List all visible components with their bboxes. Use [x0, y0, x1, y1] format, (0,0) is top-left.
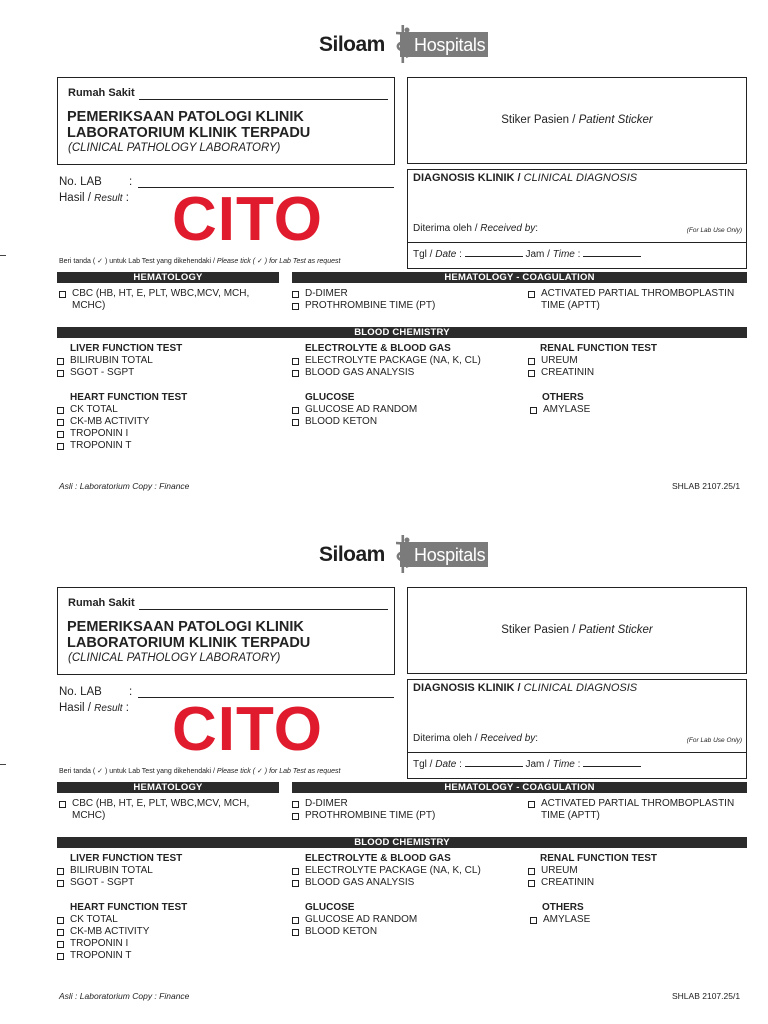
glucose-title: GLUCOSE — [305, 902, 355, 913]
checkbox[interactable] — [57, 370, 64, 377]
rumah-sakit-label: Rumah Sakit — [68, 87, 135, 99]
siloam-hospitals-logo — [318, 534, 488, 574]
test-item-ureum[interactable]: UREUM — [528, 355, 578, 367]
checkbox[interactable] — [57, 953, 64, 960]
checkbox[interactable] — [292, 407, 299, 414]
siloam-hospitals-logo — [318, 24, 488, 64]
form-title-line2: LABORATORIUM KLINIK TERPADU — [67, 125, 311, 141]
test-item-blood-keton[interactable]: BLOOD KETON — [292, 926, 377, 938]
checkbox[interactable] — [292, 291, 299, 298]
checkbox[interactable] — [59, 801, 66, 808]
checkbox[interactable] — [59, 291, 66, 298]
patient-sticker-label: Stiker Pasien / Patient Sticker — [501, 624, 653, 636]
checkbox[interactable] — [292, 880, 299, 887]
form-title-line2: LABORATORIUM KLINIK TERPADU — [67, 635, 311, 651]
logo-hospitals-text: Hospitals — [414, 545, 486, 565]
rumah-sakit-label: Rumah Sakit — [68, 597, 135, 609]
date-field[interactable] — [465, 248, 523, 257]
test-item-blood-gas[interactable]: BLOOD GAS ANALYSIS — [292, 877, 414, 889]
fold-mark — [0, 255, 6, 256]
clinical-diagnosis-box — [407, 679, 747, 779]
test-item-ck-total[interactable]: CK TOTAL — [57, 914, 118, 926]
form-subtitle: (CLINICAL PATHOLOGY LABORATORY) — [68, 652, 281, 664]
checkbox[interactable] — [528, 358, 535, 365]
checkbox[interactable] — [57, 868, 64, 875]
form-code: SHLAB 2107.25/1 — [672, 481, 741, 491]
test-item-ddimer[interactable]: D-DIMER — [292, 288, 348, 300]
checkbox[interactable] — [57, 929, 64, 936]
caduceus-icon — [392, 534, 414, 574]
patient-sticker-label: Stiker Pasien / Patient Sticker — [501, 114, 653, 126]
test-item-amylase[interactable]: AMYLASE — [530, 914, 590, 926]
coagulation-header: HEMATOLOGY - COAGULATION — [292, 272, 747, 283]
received-by-label: Diterima oleh / Received by: — [413, 733, 539, 744]
checkbox[interactable] — [57, 419, 64, 426]
fold-mark — [0, 764, 6, 765]
test-item-glucose-random[interactable]: GLUCOSE AD RANDOM — [292, 914, 417, 926]
blood-chemistry-header: BLOOD CHEMISTRY — [57, 837, 747, 848]
checkbox[interactable] — [292, 370, 299, 377]
checkbox[interactable] — [528, 868, 535, 875]
test-item-bilirubin[interactable]: BILIRUBIN TOTAL — [57, 865, 153, 877]
checkbox[interactable] — [528, 370, 535, 377]
divider — [408, 242, 746, 243]
renal-function-title: RENAL FUNCTION TEST — [540, 853, 658, 864]
form-subtitle: (CLINICAL PATHOLOGY LABORATORY) — [68, 142, 281, 154]
test-item-amylase[interactable]: AMYLASE — [530, 404, 590, 416]
test-item-bilirubin[interactable]: BILIRUBIN TOTAL — [57, 355, 153, 367]
no-lab-label: No. LAB — [59, 686, 102, 698]
test-item-electrolyte[interactable]: ELECTROLYTE PACKAGE (NA, K, CL) — [292, 355, 481, 367]
rumah-sakit-field[interactable] — [139, 99, 388, 100]
others-title: OTHERS — [542, 392, 584, 403]
test-item-blood-gas[interactable]: BLOOD GAS ANALYSIS — [292, 367, 414, 379]
clinical-diagnosis-title: DIAGNOSIS KLINIK / CLINICAL DIAGNOSIS — [413, 682, 638, 694]
test-item-cbc[interactable]: CBC (HB, HT, E, PLT, WBC,MCV, MCH, MCHC) — [59, 288, 249, 312]
test-item-ddimer[interactable]: D-DIMER — [292, 798, 348, 810]
no-lab-colon: : — [129, 176, 133, 188]
hospital-header-box — [57, 587, 395, 675]
patient-sticker-box[interactable] — [407, 77, 747, 164]
clinical-diagnosis-box — [407, 169, 747, 269]
copy-distribution-note: Asli : Laboratorium Copy : Finance — [59, 481, 190, 491]
lab-request-form-copy — [0, 510, 768, 1022]
checkbox[interactable] — [292, 917, 299, 924]
liver-function-title: LIVER FUNCTION TEST — [70, 853, 183, 864]
lab-use-only-note: (For Lab Use Only) — [686, 227, 742, 234]
cito-stamp: CITO — [172, 695, 323, 764]
test-item-blood-keton[interactable]: BLOOD KETON — [292, 416, 377, 428]
received-by-label: Diterima oleh / Received by: — [413, 223, 539, 234]
checkbox[interactable] — [292, 419, 299, 426]
heart-function-title: HEART FUNCTION TEST — [70, 392, 188, 403]
test-item-troponin-t[interactable]: TROPONIN T — [57, 440, 131, 452]
test-item-sgot-sgpt[interactable]: SGOT - SGPT — [57, 877, 134, 889]
electrolyte-title: ELECTROLYTE & BLOOD GAS — [305, 343, 451, 354]
test-item-ck-mb[interactable]: CK-MB ACTIVITY — [57, 416, 149, 428]
checkbox[interactable] — [57, 407, 64, 414]
renal-function-title: RENAL FUNCTION TEST — [540, 343, 658, 354]
time-field[interactable] — [583, 248, 641, 257]
checkbox[interactable] — [57, 880, 64, 887]
no-lab-label: No. LAB — [59, 176, 102, 188]
checkbox[interactable] — [292, 801, 299, 808]
rumah-sakit-field[interactable] — [139, 609, 388, 610]
liver-function-title: LIVER FUNCTION TEST — [70, 343, 183, 354]
test-item-pt[interactable]: PROTHROMBINE TIME (PT) — [292, 810, 435, 822]
hematology-header: HEMATOLOGY — [57, 782, 279, 793]
caduceus-icon — [392, 24, 414, 64]
checkbox[interactable] — [292, 868, 299, 875]
form-title-line1: PEMERIKSAAN PATOLOGI KLINIK — [67, 109, 304, 125]
checkbox[interactable] — [57, 917, 64, 924]
test-item-aptt[interactable]: ACTIVATED PARTIAL THROMBOPLASTIN TIME (APTT) — [528, 798, 734, 822]
patient-sticker-box[interactable] — [407, 587, 747, 674]
electrolyte-title: ELECTROLYTE & BLOOD GAS — [305, 853, 451, 864]
lab-use-only-note: (For Lab Use Only) — [686, 737, 742, 744]
others-title: OTHERS — [542, 902, 584, 913]
tick-instruction: Beri tanda ( ✓ ) untuk Lab Test yang dikehendaki / Please tick ( ✓ ) for Lab Test as request — [59, 768, 341, 775]
date-field[interactable] — [465, 758, 523, 767]
checkbox[interactable] — [530, 407, 537, 414]
copy-distribution-note: Asli : Laboratorium Copy : Finance — [59, 991, 190, 1001]
checkbox[interactable] — [57, 443, 64, 450]
checkbox[interactable] — [528, 291, 535, 298]
test-item-creatinin[interactable]: CREATININ — [528, 367, 594, 379]
test-item-sgot-sgpt[interactable]: SGOT - SGPT — [57, 367, 134, 379]
checkbox[interactable] — [530, 917, 537, 924]
checkbox[interactable] — [57, 941, 64, 948]
cito-stamp: CITO — [172, 185, 323, 254]
tick-instruction: Beri tanda ( ✓ ) untuk Lab Test yang dikehendaki / Please tick ( ✓ ) for Lab Test as request — [59, 258, 341, 265]
test-item-creatinin[interactable]: CREATININ — [528, 877, 594, 889]
test-item-troponin-t[interactable]: TROPONIN T — [57, 950, 131, 962]
checkbox[interactable] — [292, 358, 299, 365]
coagulation-header: HEMATOLOGY - COAGULATION — [292, 782, 747, 793]
glucose-title: GLUCOSE — [305, 392, 355, 403]
test-item-ck-total[interactable]: CK TOTAL — [57, 404, 118, 416]
hematology-header: HEMATOLOGY — [57, 272, 279, 283]
date-time-row: Tgl / Date : Jam / Time : — [413, 758, 641, 770]
logo-hospitals-text: Hospitals — [414, 35, 486, 55]
result-label: Hasil / Result : — [59, 192, 129, 204]
form-title-line1: PEMERIKSAAN PATOLOGI KLINIK — [67, 619, 304, 635]
result-label: Hasil / Result : — [59, 702, 129, 714]
heart-function-title: HEART FUNCTION TEST — [70, 902, 188, 913]
checkbox[interactable] — [528, 801, 535, 808]
test-item-ck-mb[interactable]: CK-MB ACTIVITY — [57, 926, 149, 938]
checkbox[interactable] — [292, 929, 299, 936]
checkbox[interactable] — [57, 431, 64, 438]
form-code: SHLAB 2107.25/1 — [672, 991, 741, 1001]
logo-brand-text: Siloam — [319, 33, 385, 56]
test-item-ureum[interactable]: UREUM — [528, 865, 578, 877]
test-item-glucose-random[interactable]: GLUCOSE AD RANDOM — [292, 404, 417, 416]
test-item-cbc[interactable]: CBC (HB, HT, E, PLT, WBC,MCV, MCH, MCHC) — [59, 798, 249, 822]
checkbox[interactable] — [528, 880, 535, 887]
divider — [408, 752, 746, 753]
checkbox[interactable] — [57, 358, 64, 365]
date-time-row: Tgl / Date : Jam / Time : — [413, 248, 641, 260]
test-item-troponin-i[interactable]: TROPONIN I — [57, 938, 128, 950]
time-field[interactable] — [583, 758, 641, 767]
test-item-electrolyte[interactable]: ELECTROLYTE PACKAGE (NA, K, CL) — [292, 865, 481, 877]
checkbox[interactable] — [292, 813, 299, 820]
checkbox[interactable] — [292, 303, 299, 310]
test-item-troponin-i[interactable]: TROPONIN I — [57, 428, 128, 440]
logo-brand-text: Siloam — [319, 543, 385, 566]
hospital-header-box — [57, 77, 395, 165]
clinical-diagnosis-title: DIAGNOSIS KLINIK / CLINICAL DIAGNOSIS — [413, 172, 638, 184]
blood-chemistry-header: BLOOD CHEMISTRY — [57, 327, 747, 338]
no-lab-colon: : — [129, 686, 133, 698]
test-item-aptt[interactable]: ACTIVATED PARTIAL THROMBOPLASTIN TIME (APTT) — [528, 288, 734, 312]
test-item-pt[interactable]: PROTHROMBINE TIME (PT) — [292, 300, 435, 312]
